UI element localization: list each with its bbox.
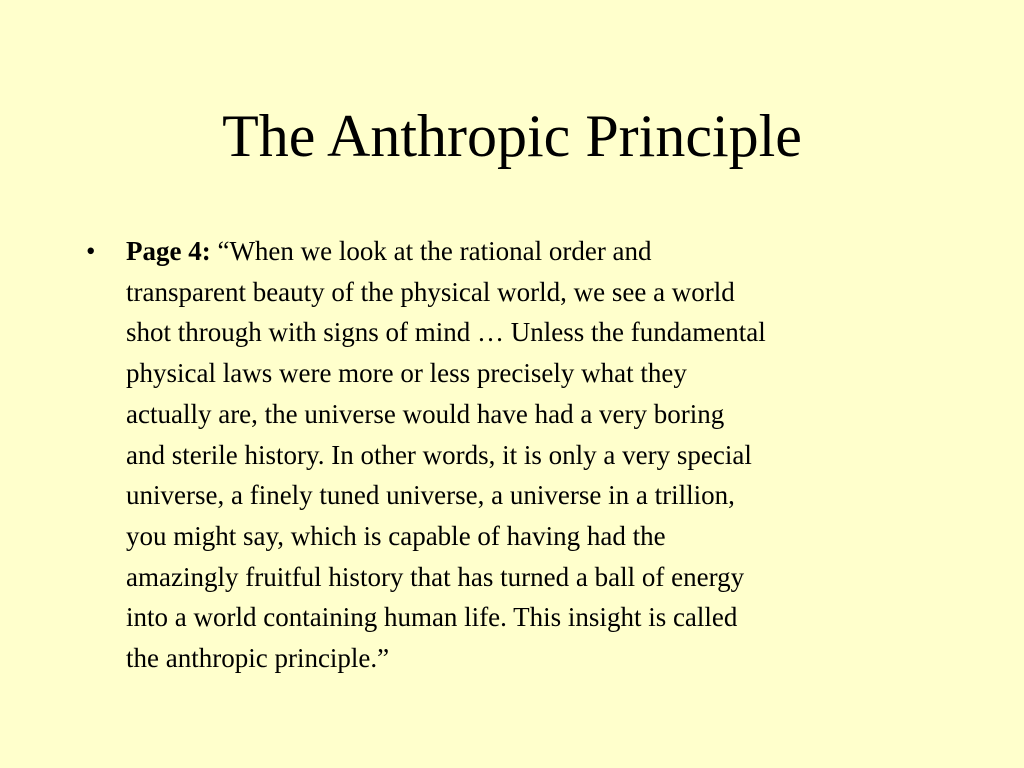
- slide-title: The Anthropic Principle: [222, 103, 802, 169]
- quote-line-5: actually are, the universe would have had a very boring: [126, 398, 725, 429]
- quote-line-1: [126, 231, 956, 272]
- quote-line-11: the anthropic principle.”: [126, 643, 390, 674]
- quote-line-10: into a world containing human life. This insight is called: [126, 602, 738, 633]
- bullet-item-quote: [86, 231, 956, 679]
- quote-text-line-1: “When we look at the rational order and: [217, 236, 652, 266]
- quote-line-6: and sterile history. In other words, it is only a very special: [126, 439, 752, 470]
- quote-line-2: transparent beauty of the physical world, we see a world: [126, 276, 735, 307]
- quote-line-7: universe, a finely tuned universe, a universe in a trillion,: [126, 480, 735, 511]
- quote-line-3: shot through with signs of mind … Unless the fundamental: [126, 317, 766, 348]
- bullet-icon: •: [86, 236, 96, 266]
- quote-line-8: you might say, which is capable of having had the: [126, 520, 666, 551]
- quote-line-4: physical laws were more or less precisely what they: [126, 358, 687, 389]
- page-reference-label: Page 4:: [126, 236, 211, 266]
- bullet-list: [86, 231, 956, 679]
- quote-line-9: amazingly fruitful history that has turned a ball of energy: [126, 561, 745, 592]
